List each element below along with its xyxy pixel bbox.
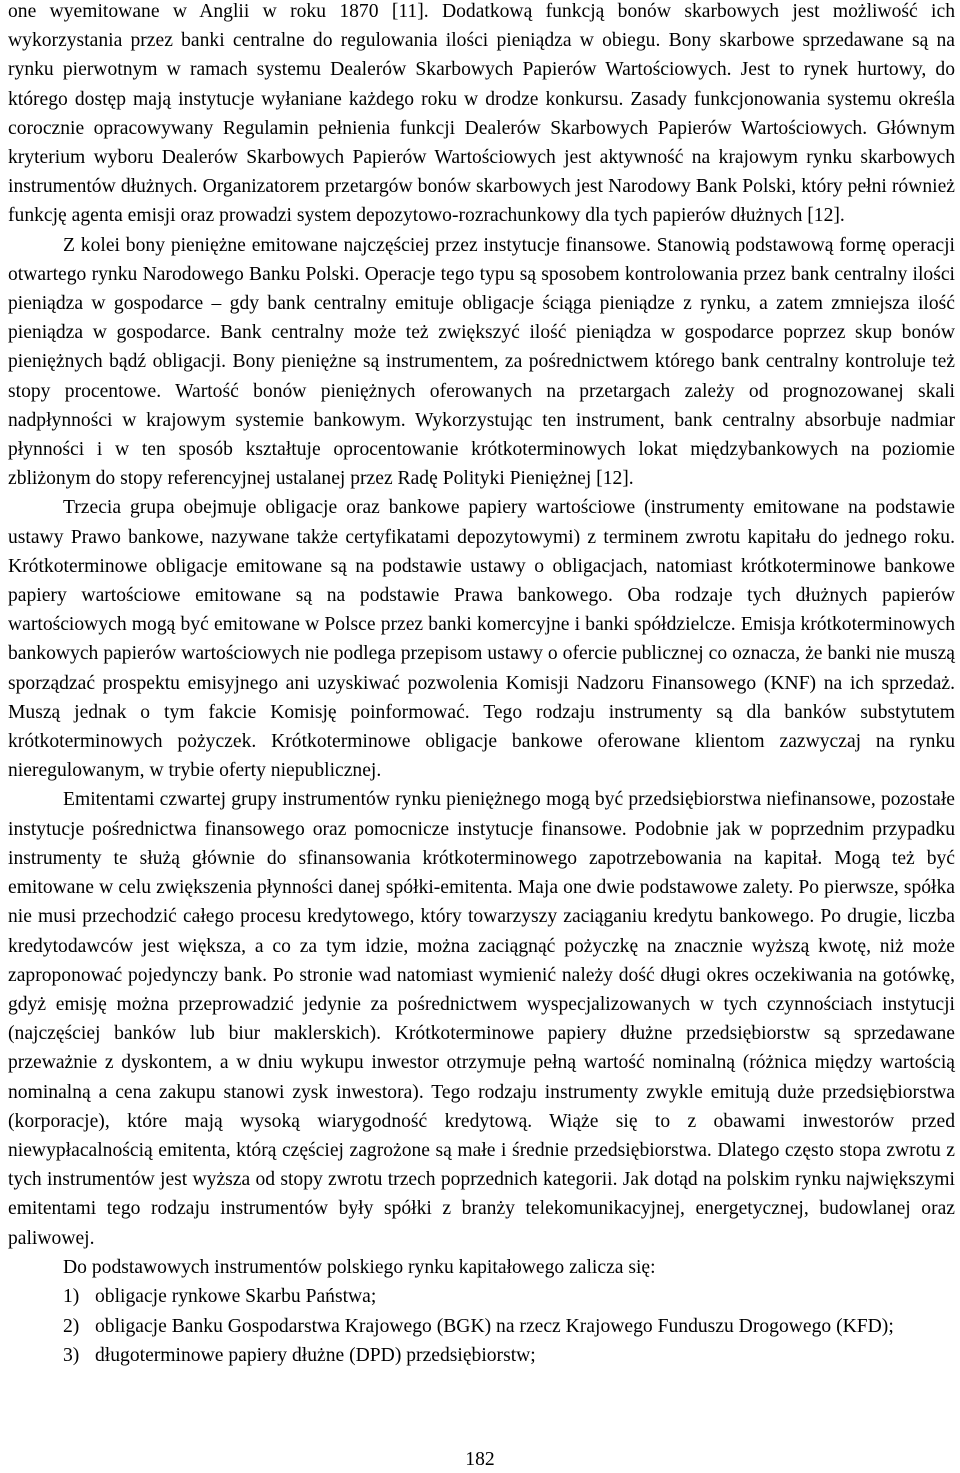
list-item-text: obligacje Banku Gospodarstwa Krajowego (BGK) na rzecz Krajowego Funduszu Drogowego (KFD); <box>95 1315 894 1337</box>
list-item-number: 2) <box>63 1315 80 1337</box>
page-number: 182 <box>465 1449 495 1470</box>
document-page <box>8 0 955 1371</box>
paragraph-trzecia-grupa: Trzecia grupa obejmuje obligacje oraz bankowe papiery wartościowe (instrumenty emitowane na podstawie ustawy Prawo bankowe, nazywane także certyfikatami depozytowymi) z terminem zwrotu kapitału do jednego roku. Krótkoterminowe obligacje emitowane są na podstawie ustawy o obligacjach, natomiast krótkoterminowe bankowe papiery wartościowe emitowane są na podstawie Prawa bankowego. Oba rodzaje tych dłużnych papierów wartościowych mogą być emitowane w Polsce przez banki komercyjne i banki spółdzielcze. Emisja krótkoterminowych bankowych papierów wartościowych nie podlega przepisom ustawy o ofercie publicznej co oznacza, że banki nie muszą sporządzać prospektu emisyjnego ani uzyskiwać pozwolenia Komisji Nadzoru Finansowego (KNF) na ich sprzedaż. Muszą jednak o tym fakcie Komisję poinformować. Tego rodzaju instrumenty są dla banków substytutem krótkoterminowych pożyczek. Krótkoterminowe obligacje bankowe oferowane klientom zazwyczaj na rynku nieregulowanym, w trybie oferty niepublicznej. <box>8 497 955 782</box>
paragraph-bony-skarbowe: one wyemitowane w Anglii w roku 1870 [11]. Dodatkową funkcją bonów skarbowych jest możliwość ich wykorzystania przez banki centralne do regulowania ilości pieniądza w obiegu. Bony skarbowe sprzedawane są na rynku pierwotnym w ramach systemu Dealerów Skarbowych Papierów Wartościowych. Jest to rynek hurtowy, do którego dostęp mają instytucje wyłaniane każdego roku w drodze konkursu. Zasady funkcjonowania systemu określa corocznie opracowywany Regulamin pełnienia funkcji Dealerów Skarbowych Papierów Wartościowych. Głównym kryterium wyboru Dealerów Skarbowych Papierów Wartościowych jest aktywność na krajowym rynku skarbowych instrumentów dłużnych. Organizatorem przetargów bonów skarbowych jest Narodowy Bank Polski, który pełni również funkcję agenta emisji oraz prowadzi system depozytowo-rozrachunkowy dla tych papierów dłużnych [12]. <box>8 1 955 227</box>
list-intro: Do podstawowych instrumentów polskiego rynku kapitałowego zalicza się: <box>63 1256 656 1278</box>
list-item-text: obligacje rynkowe Skarbu Państwa; <box>95 1285 377 1307</box>
paragraph-bony-pieniezne: Z kolei bony pieniężne emitowane najczęściej przez instytucje finansowe. Stanowią podstawową formę operacji otwartego rynku Narodowego Banku Polski. Operacje tego typu są sposobem kontrolowania przez bank centralny ilości pieniądza w gospodarce – gdy bank centralny emituje obligacje ściąga pieniądze z rynku, a zatem zmniejsza ilość pieniądza w gospodarce. Bank centralny może też zwiększyć ilość pieniądza w gospodarce poprzez skup bonów pieniężnych bądź obligacji. Bony pieniężne są instrumentem, za pośrednictwem którego bank centralny kontroluje też stopy procentowe. Wartość bonów pieniężnych oferowanych na przetargach zależy od prognozowanej skali nadpłynności w krajowym systemie bankowym. Wykorzystując ten instrument, bank centralny absorbuje nadmiar płynności i w ten sposób kształtuje oprocentowanie krótkoterminowych lokat międzybankowych na poziomie zbliżonym do stopy referencyjnej ustalanej przez Radę Polityki Pieniężnej [12]. <box>8 234 955 490</box>
list-item-number: 3) <box>63 1345 80 1367</box>
list-item <box>8 1312 955 1342</box>
list-item-number: 1) <box>63 1285 80 1307</box>
paragraph-czwarta-grupa: Emitentami czwartej grupy instrumentów rynku pieniężnego mogą być przedsiębiorstwa niefinansowe, pozostałe instytucje pośrednictwa finansowego oraz pomocnicze instytucje finansowe. Podobnie jak w poprzednim przypadku instrumenty te służą głównie do sfinansowania krótkoterminowego zapotrzebowania na kapitał. Mogą też być emitowane w celu zwiększenia płynności danej spółki-emitenta. Maja one dwie podstawowe zalety. Po pierwsze, spółka nie musi przechodzić całego procesu kredytowego, który towarzyszy zaciąganiu kredytu bankowego. Po drugie, liczba kredytodawców jest większa, a co za tym idzie, można zaciągnąć pożyczkę na znacznie wyższą kwotę, niż może zaproponować pojedynczy bank. Po stronie wad natomiast wymienić należy dość długi okres oczekiwania na gotówkę, gdyż emisję można przeprowadzić jedynie za pośrednictwem wyspecjalizowanych w tych czynnościach instytucji (najczęściej banków lub biur maklerskich). Krótkoterminowe papiery dłużne przedsiębiorstw są sprzedawane przeważnie z dyskontem, a w dniu wykupu inwestor otrzymuje pełną wartość nominalną (różnica między wartością nominalną a cena zakupu stanowi zysk inwestora). Tego rodzaju instrumenty zwykle emitują duże przedsiębiorstwa (korporacje), które mają wysoką wiarygodność kredytową. Wiąże się to z obawami inwestorów przed niewypłacalnością emitenta, którą częściej zagrożone są małe i średnie przedsiębiorstwa. Dlatego często stopa zwrotu z tych instrumentów jest wyższa od stopy zwrotu trzech poprzednich kategorii. Jak dotąd na polskim rynku największymi emitentami tego rodzaju instrumentów były spółki z branży telekomunikacyjnej, energetycznej, budowlanej oraz paliwowej. <box>8 789 955 1249</box>
list-item <box>8 1341 955 1371</box>
list-item-text: długoterminowe papiery dłużne (DPD) przedsiębiorstw; <box>95 1345 536 1367</box>
instruments-list <box>8 1282 955 1371</box>
list-item <box>8 1282 955 1312</box>
